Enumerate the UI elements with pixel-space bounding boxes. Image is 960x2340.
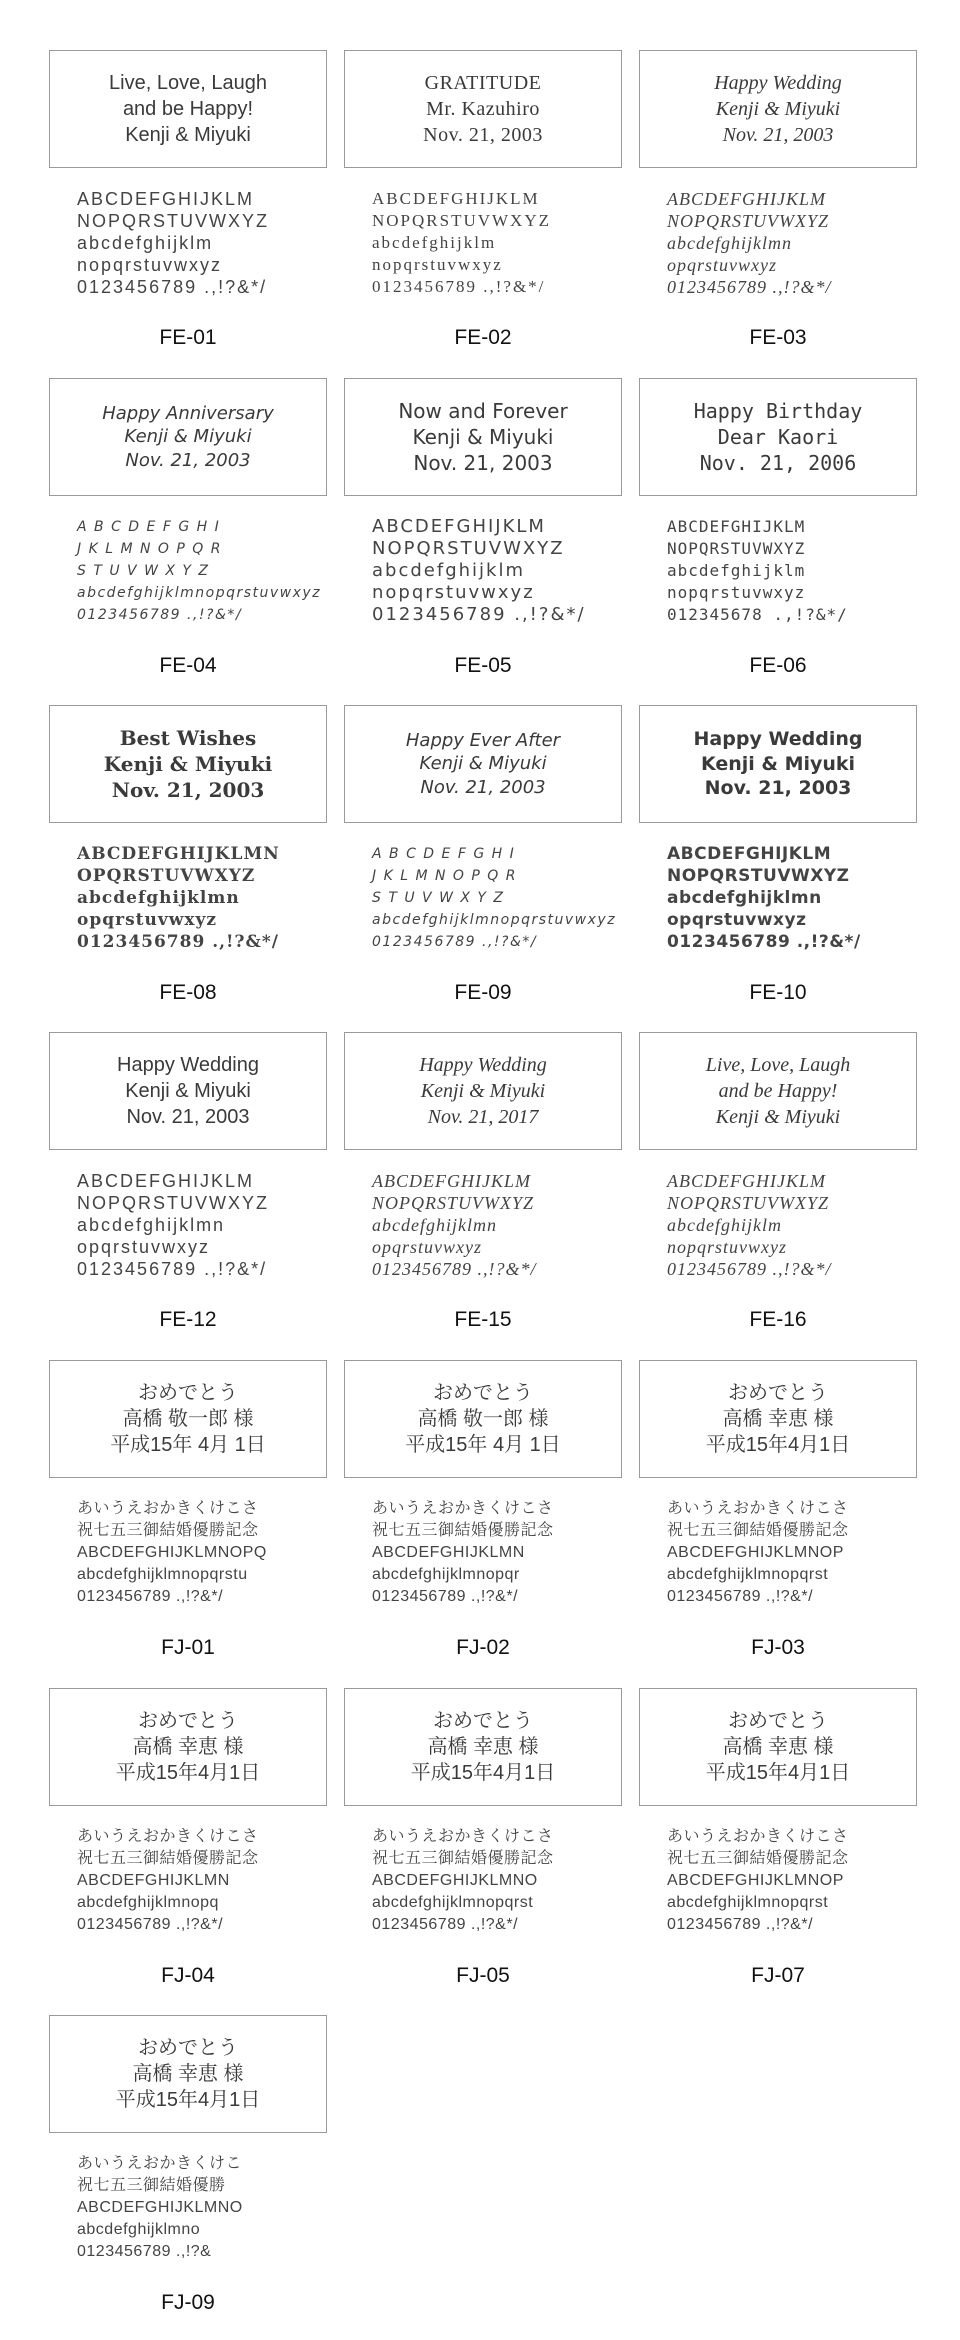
character-line: 祝七五三御結婚優勝記念 bbox=[667, 1850, 849, 1867]
character-line: 0123456789 .,!?&*/ bbox=[372, 277, 546, 296]
character-set-sample bbox=[667, 188, 917, 298]
character-line: ABCDEFGHIJKLM bbox=[372, 1171, 531, 1191]
preview-line: Nov. 21, 2003 bbox=[111, 778, 265, 802]
character-line: abcdefghijklmnopqrst bbox=[372, 1894, 534, 1911]
character-line: nopqrstuvwxyz bbox=[667, 583, 806, 602]
font-sample-card bbox=[639, 378, 917, 698]
engraving-preview-box bbox=[49, 2015, 327, 2133]
engraving-preview-box bbox=[49, 50, 327, 168]
character-line: abcdefghijklmnopqrst bbox=[667, 1566, 829, 1583]
character-line: 祝七五三御結婚優勝記念 bbox=[372, 1850, 554, 1867]
character-set-sample bbox=[667, 516, 917, 626]
font-sample-card bbox=[344, 378, 622, 698]
character-line: abcdefghijklmn bbox=[77, 1215, 226, 1235]
character-line: あいうえおかきくけこさ bbox=[372, 1828, 554, 1845]
character-line: あいうえおかきくけこさ bbox=[77, 1500, 259, 1517]
preview-line: Happy Anniversary bbox=[102, 402, 274, 424]
character-line: abcdefghijklm bbox=[667, 1215, 782, 1235]
character-line: 0123456789 .,!?&*/ bbox=[77, 1259, 268, 1279]
preview-line: おめでとう bbox=[138, 1710, 238, 1732]
engraving-preview-box bbox=[639, 705, 917, 823]
preview-line: Nov. 21, 2003 bbox=[704, 777, 852, 800]
preview-line: 平成15年 4月 1日 bbox=[405, 1434, 561, 1456]
character-line: ABCDEFGHIJKLM bbox=[77, 189, 255, 209]
font-code-label: FE-10 bbox=[749, 981, 807, 1004]
character-line: 0123456789 .,!?&*/ bbox=[667, 277, 832, 297]
character-line: abcdefghijklmn bbox=[372, 1215, 497, 1235]
character-line: ABCDEFGHIJKLMN bbox=[77, 1872, 230, 1889]
engraving-preview-box bbox=[49, 378, 327, 496]
preview-line: Dear Kaori bbox=[717, 425, 839, 449]
character-set-sample bbox=[77, 1498, 327, 1608]
preview-line: 高橋 幸恵 様 bbox=[722, 1736, 834, 1758]
character-set-sample bbox=[667, 1498, 917, 1608]
font-sample-card bbox=[639, 1688, 917, 2008]
character-line: ABCDEFGHIJKLMNOP bbox=[667, 1872, 844, 1889]
font-sample-card bbox=[344, 705, 622, 1025]
character-line: NOPQRSTUVWXYZ bbox=[667, 1193, 830, 1213]
character-set-sample bbox=[667, 1170, 917, 1280]
font-sample-card bbox=[49, 2015, 327, 2335]
character-line: ABCDEFGHIJKLMNOP bbox=[667, 1544, 844, 1561]
preview-line: Nov. 21, 2003 bbox=[722, 124, 834, 146]
font-sample-card bbox=[639, 705, 917, 1025]
character-set-sample bbox=[372, 843, 622, 953]
character-line: nopqrstuvwxyz bbox=[372, 255, 503, 274]
character-line: opqrstuvwxyz bbox=[667, 910, 807, 930]
character-line: abcdefghijklmnopqr bbox=[372, 1566, 520, 1583]
font-code-label: FE-04 bbox=[159, 654, 217, 677]
character-set-sample bbox=[77, 1826, 327, 1936]
character-line: ABCDEFGHIJKLMN bbox=[77, 844, 280, 864]
engraving-preview-box bbox=[344, 1360, 622, 1478]
preview-line: and be Happy! bbox=[718, 1080, 838, 1102]
character-line: opqrstuvwxyz bbox=[77, 1237, 211, 1257]
character-line: 0123456789 .,!?&*/ bbox=[372, 1916, 519, 1933]
character-line: あいうえおかきくけこさ bbox=[372, 1500, 554, 1517]
preview-line: Live, Love, Laugh bbox=[109, 72, 267, 94]
character-line: 祝七五三御結婚優勝記念 bbox=[372, 1522, 554, 1539]
character-line: あいうえおかきくけこさ bbox=[667, 1828, 849, 1845]
font-code-label: FE-09 bbox=[454, 981, 512, 1004]
character-line: 0123456789 .,!?&*/ bbox=[372, 604, 586, 625]
character-set-sample bbox=[77, 2153, 327, 2263]
character-line: J K L M N O P Q R bbox=[77, 541, 222, 557]
font-code-label: FE-01 bbox=[159, 326, 217, 349]
engraving-preview-box bbox=[344, 378, 622, 496]
character-set-sample bbox=[667, 1826, 917, 1936]
character-line: 012345678 .,!?&*/ bbox=[667, 605, 848, 624]
character-set-sample bbox=[77, 843, 327, 953]
character-line: ABCDEFGHIJKLM bbox=[372, 516, 546, 537]
engraving-preview-box bbox=[49, 1032, 327, 1150]
preview-line: Kenji & Miyuki bbox=[124, 426, 252, 448]
font-sample-card bbox=[639, 1360, 917, 1680]
font-code-label: FJ-01 bbox=[161, 1636, 215, 1659]
character-line: abcdefghijklmno bbox=[77, 2221, 201, 2238]
character-line: ABCDEFGHIJKLMNO bbox=[372, 1872, 538, 1889]
engraving-preview-box bbox=[344, 50, 622, 168]
preview-line: Happy Birthday bbox=[693, 399, 863, 423]
font-sample-card bbox=[49, 50, 327, 370]
character-line: abcdefghijklmn bbox=[77, 888, 240, 908]
preview-line: Kenji & Miyuki bbox=[125, 124, 251, 146]
character-line: 0123456789 .,!?&*/ bbox=[667, 1916, 814, 1933]
preview-line: 高橋 幸恵 様 bbox=[132, 2063, 244, 2085]
preview-line: Nov. 21, 2006 bbox=[699, 451, 857, 475]
character-line: ABCDEFGHIJKLM bbox=[372, 189, 540, 208]
character-line: OPQRSTUVWXYZ bbox=[77, 866, 256, 886]
font-code-label: FE-03 bbox=[749, 326, 807, 349]
preview-line: Kenji & Miyuki bbox=[412, 425, 554, 449]
character-line: 祝七五三御結婚優勝記念 bbox=[667, 1522, 849, 1539]
font-sample-card bbox=[344, 50, 622, 370]
font-sample-card bbox=[344, 1032, 622, 1352]
character-line: NOPQRSTUVWXYZ bbox=[77, 211, 270, 231]
preview-line: Nov. 21, 2003 bbox=[413, 451, 553, 475]
character-line: opqrstuvwxyz bbox=[77, 910, 218, 930]
character-line: 0123456789 .,!?&*/ bbox=[77, 1916, 224, 1933]
character-line: ABCDEFGHIJKLM bbox=[667, 1171, 826, 1191]
engraving-preview-box bbox=[344, 705, 622, 823]
preview-line: Kenji & Miyuki bbox=[103, 752, 273, 776]
character-line: abcdefghijklmnopqrstu bbox=[77, 1566, 248, 1583]
character-set-sample bbox=[667, 843, 917, 953]
character-line: あいうえおかきくけこさ bbox=[77, 1828, 259, 1845]
character-line: ABCDEFGHIJKLMNO bbox=[77, 2199, 243, 2216]
character-line: NOPQRSTUVWXYZ bbox=[667, 866, 850, 886]
character-line: abcdefghijklmn bbox=[667, 233, 792, 253]
character-line: opqrstuvwxyz bbox=[667, 255, 777, 275]
character-line: nopqrstuvwxyz bbox=[77, 255, 223, 275]
character-line: nopqrstuvwxyz bbox=[372, 582, 535, 603]
character-line: NOPQRSTUVWXYZ bbox=[372, 1193, 535, 1213]
character-set-sample bbox=[372, 1498, 622, 1608]
preview-line: GRATITUDE bbox=[424, 72, 542, 94]
character-line: 0123456789 .,!?&*/ bbox=[77, 1588, 224, 1605]
character-line: 0123456789 .,!?&*/ bbox=[77, 607, 243, 623]
character-line: abcdefghijklm bbox=[372, 560, 525, 581]
character-line: ABCDEFGHIJKLM bbox=[667, 517, 806, 536]
font-sample-card bbox=[49, 705, 327, 1025]
character-line: 0123456789 .,!?&*/ bbox=[77, 932, 279, 952]
preview-line: Now and Forever bbox=[398, 399, 568, 423]
engraving-preview-box bbox=[344, 1032, 622, 1150]
font-sample-card bbox=[49, 1032, 327, 1352]
preview-line: Kenji & Miyuki bbox=[715, 1106, 841, 1128]
preview-line: 平成15年4月1日 bbox=[410, 1762, 556, 1784]
character-line: 0123456789 .,!?&*/ bbox=[77, 277, 268, 297]
character-line: 0123456789 .,!?&*/ bbox=[667, 1259, 832, 1279]
character-line: あいうえおかきくけこ bbox=[77, 2155, 243, 2172]
character-line: NOPQRSTUVWXYZ bbox=[372, 211, 551, 230]
font-code-label: FE-16 bbox=[749, 1308, 807, 1331]
preview-line: Kenji & Miyuki bbox=[420, 1080, 546, 1102]
preview-line: 高橋 幸恵 様 bbox=[132, 1736, 244, 1758]
font-code-label: FJ-03 bbox=[751, 1636, 805, 1659]
engraving-preview-box bbox=[344, 1688, 622, 1806]
character-line: ABCDEFGHIJKLM bbox=[667, 844, 832, 864]
font-code-label: FE-08 bbox=[159, 981, 217, 1004]
font-code-label: FE-12 bbox=[159, 1308, 217, 1331]
character-line: abcdefghijklmnopqrst bbox=[667, 1894, 829, 1911]
preview-line: おめでとう bbox=[138, 1382, 238, 1404]
character-set-sample bbox=[77, 1170, 327, 1280]
character-set-sample bbox=[372, 516, 622, 626]
character-line: A B C D E F G H I bbox=[372, 846, 516, 862]
preview-line: Nov. 21, 2003 bbox=[125, 449, 251, 471]
preview-line: Kenji & Miyuki bbox=[419, 753, 547, 775]
preview-line: Happy Ever After bbox=[405, 729, 561, 751]
engraving-preview-box bbox=[49, 1360, 327, 1478]
font-sample-card bbox=[49, 1688, 327, 2008]
character-line: opqrstuvwxyz bbox=[372, 1237, 482, 1257]
engraving-preview-box bbox=[49, 1688, 327, 1806]
preview-line: Kenji & Miyuki bbox=[700, 752, 856, 775]
character-set-sample bbox=[372, 1170, 622, 1280]
character-line: S T U V W X Y Z bbox=[372, 890, 505, 906]
character-line: J K L M N O P Q R bbox=[372, 868, 517, 884]
preview-line: おめでとう bbox=[433, 1710, 533, 1732]
character-line: abcdefghijklm bbox=[667, 561, 806, 580]
font-sample-card bbox=[344, 1688, 622, 2008]
font-code-label: FJ-09 bbox=[161, 2291, 215, 2314]
preview-line: 高橋 幸恵 様 bbox=[427, 1736, 539, 1758]
character-line: abcdefghijklmn bbox=[667, 888, 822, 908]
character-line: NOPQRSTUVWXYZ bbox=[667, 211, 830, 231]
character-line: あいうえおかきくけこさ bbox=[667, 1500, 849, 1517]
preview-line: おめでとう bbox=[728, 1382, 828, 1404]
preview-line: 平成15年4月1日 bbox=[705, 1434, 851, 1456]
character-line: NOPQRSTUVWXYZ bbox=[77, 1193, 270, 1213]
character-set-sample bbox=[77, 188, 327, 298]
font-sample-card bbox=[639, 1032, 917, 1352]
font-code-label: FE-06 bbox=[749, 654, 807, 677]
preview-line: 平成15年4月1日 bbox=[115, 2089, 261, 2111]
engraving-preview-box bbox=[639, 378, 917, 496]
preview-line: おめでとう bbox=[728, 1710, 828, 1732]
preview-line: Nov. 21, 2017 bbox=[427, 1106, 539, 1128]
character-line: NOPQRSTUVWXYZ bbox=[372, 538, 565, 559]
font-sample-card bbox=[49, 378, 327, 698]
preview-line: Kenji & Miyuki bbox=[715, 98, 841, 120]
preview-line: 平成15年4月1日 bbox=[115, 1762, 261, 1784]
character-line: 0123456789 .,!?&*/ bbox=[372, 1588, 519, 1605]
preview-line: 平成15年 4月 1日 bbox=[110, 1434, 266, 1456]
font-code-label: FE-15 bbox=[454, 1308, 512, 1331]
character-line: A B C D E F G H I bbox=[77, 519, 221, 535]
character-line: 0123456789 .,!?&*/ bbox=[372, 1259, 537, 1279]
character-set-sample bbox=[372, 188, 622, 298]
engraving-preview-box bbox=[49, 705, 327, 823]
engraving-preview-box bbox=[639, 1688, 917, 1806]
preview-line: おめでとう bbox=[138, 2037, 238, 2059]
preview-line: and be Happy! bbox=[122, 98, 254, 120]
character-line: abcdefghijklmnopqrstuvwxyz bbox=[77, 585, 322, 601]
character-line: nopqrstuvwxyz bbox=[667, 1237, 787, 1257]
font-code-label: FE-05 bbox=[454, 654, 512, 677]
preview-line: Live, Love, Laugh bbox=[705, 1054, 851, 1076]
character-line: 0123456789 .,!?&*/ bbox=[667, 1588, 814, 1605]
font-sample-card bbox=[344, 1360, 622, 1680]
engraving-preview-box bbox=[639, 50, 917, 168]
character-line: 祝七五三御結婚優勝 bbox=[77, 2177, 226, 2194]
preview-line: Happy Wedding bbox=[693, 727, 863, 750]
character-line: 0123456789 .,!?& bbox=[77, 2243, 212, 2260]
preview-line: 平成15年4月1日 bbox=[705, 1762, 851, 1784]
font-code-label: FJ-07 bbox=[751, 1964, 805, 1987]
preview-line: Mr. Kazuhiro bbox=[426, 98, 540, 120]
font-code-label: FJ-02 bbox=[456, 1636, 510, 1659]
font-code-label: FE-02 bbox=[454, 326, 512, 349]
character-line: ABCDEFGHIJKLM bbox=[667, 189, 826, 209]
character-line: abcdefghijklmnopqrstuvwxyz bbox=[372, 912, 617, 928]
character-line: 0123456789 .,!?&*/ bbox=[372, 934, 538, 950]
preview-line: Nov. 21, 2003 bbox=[126, 1106, 250, 1128]
font-code-label: FJ-05 bbox=[456, 1964, 510, 1987]
engraving-preview-box bbox=[639, 1032, 917, 1150]
character-line: ABCDEFGHIJKLMNOPQ bbox=[77, 1544, 267, 1561]
preview-line: Best Wishes bbox=[119, 726, 257, 750]
character-set-sample bbox=[372, 1826, 622, 1936]
character-line: NOPQRSTUVWXYZ bbox=[667, 539, 806, 558]
preview-line: Happy Wedding bbox=[117, 1054, 259, 1076]
font-code-label: FJ-04 bbox=[161, 1964, 215, 1987]
engraving-preview-box bbox=[639, 1360, 917, 1478]
font-sample-card bbox=[639, 50, 917, 370]
preview-line: Nov. 21, 2003 bbox=[423, 124, 543, 146]
character-line: ABCDEFGHIJKLM bbox=[77, 1171, 255, 1191]
preview-line: 高橋 敬一郎 様 bbox=[417, 1408, 549, 1430]
character-line: S T U V W X Y Z bbox=[77, 563, 210, 579]
character-line: 0123456789 .,!?&*/ bbox=[667, 932, 861, 952]
preview-line: Happy Wedding bbox=[714, 72, 842, 94]
character-line: 祝七五三御結婚優勝記念 bbox=[77, 1522, 259, 1539]
character-set-sample bbox=[77, 516, 327, 626]
preview-line: 高橋 敬一郎 様 bbox=[122, 1408, 254, 1430]
preview-line: おめでとう bbox=[433, 1382, 533, 1404]
character-line: 祝七五三御結婚優勝記念 bbox=[77, 1850, 259, 1867]
character-line: abcdefghijklm bbox=[372, 233, 497, 252]
font-sample-card bbox=[49, 1360, 327, 1680]
character-line: abcdefghijklm bbox=[77, 233, 214, 253]
preview-line: Kenji & Miyuki bbox=[125, 1080, 251, 1102]
character-line: ABCDEFGHIJKLMN bbox=[372, 1544, 525, 1561]
preview-line: Nov. 21, 2003 bbox=[420, 776, 546, 798]
character-line: abcdefghijklmnopq bbox=[77, 1894, 219, 1911]
preview-line: 高橋 幸恵 様 bbox=[722, 1408, 834, 1430]
preview-line: Happy Wedding bbox=[419, 1054, 547, 1076]
